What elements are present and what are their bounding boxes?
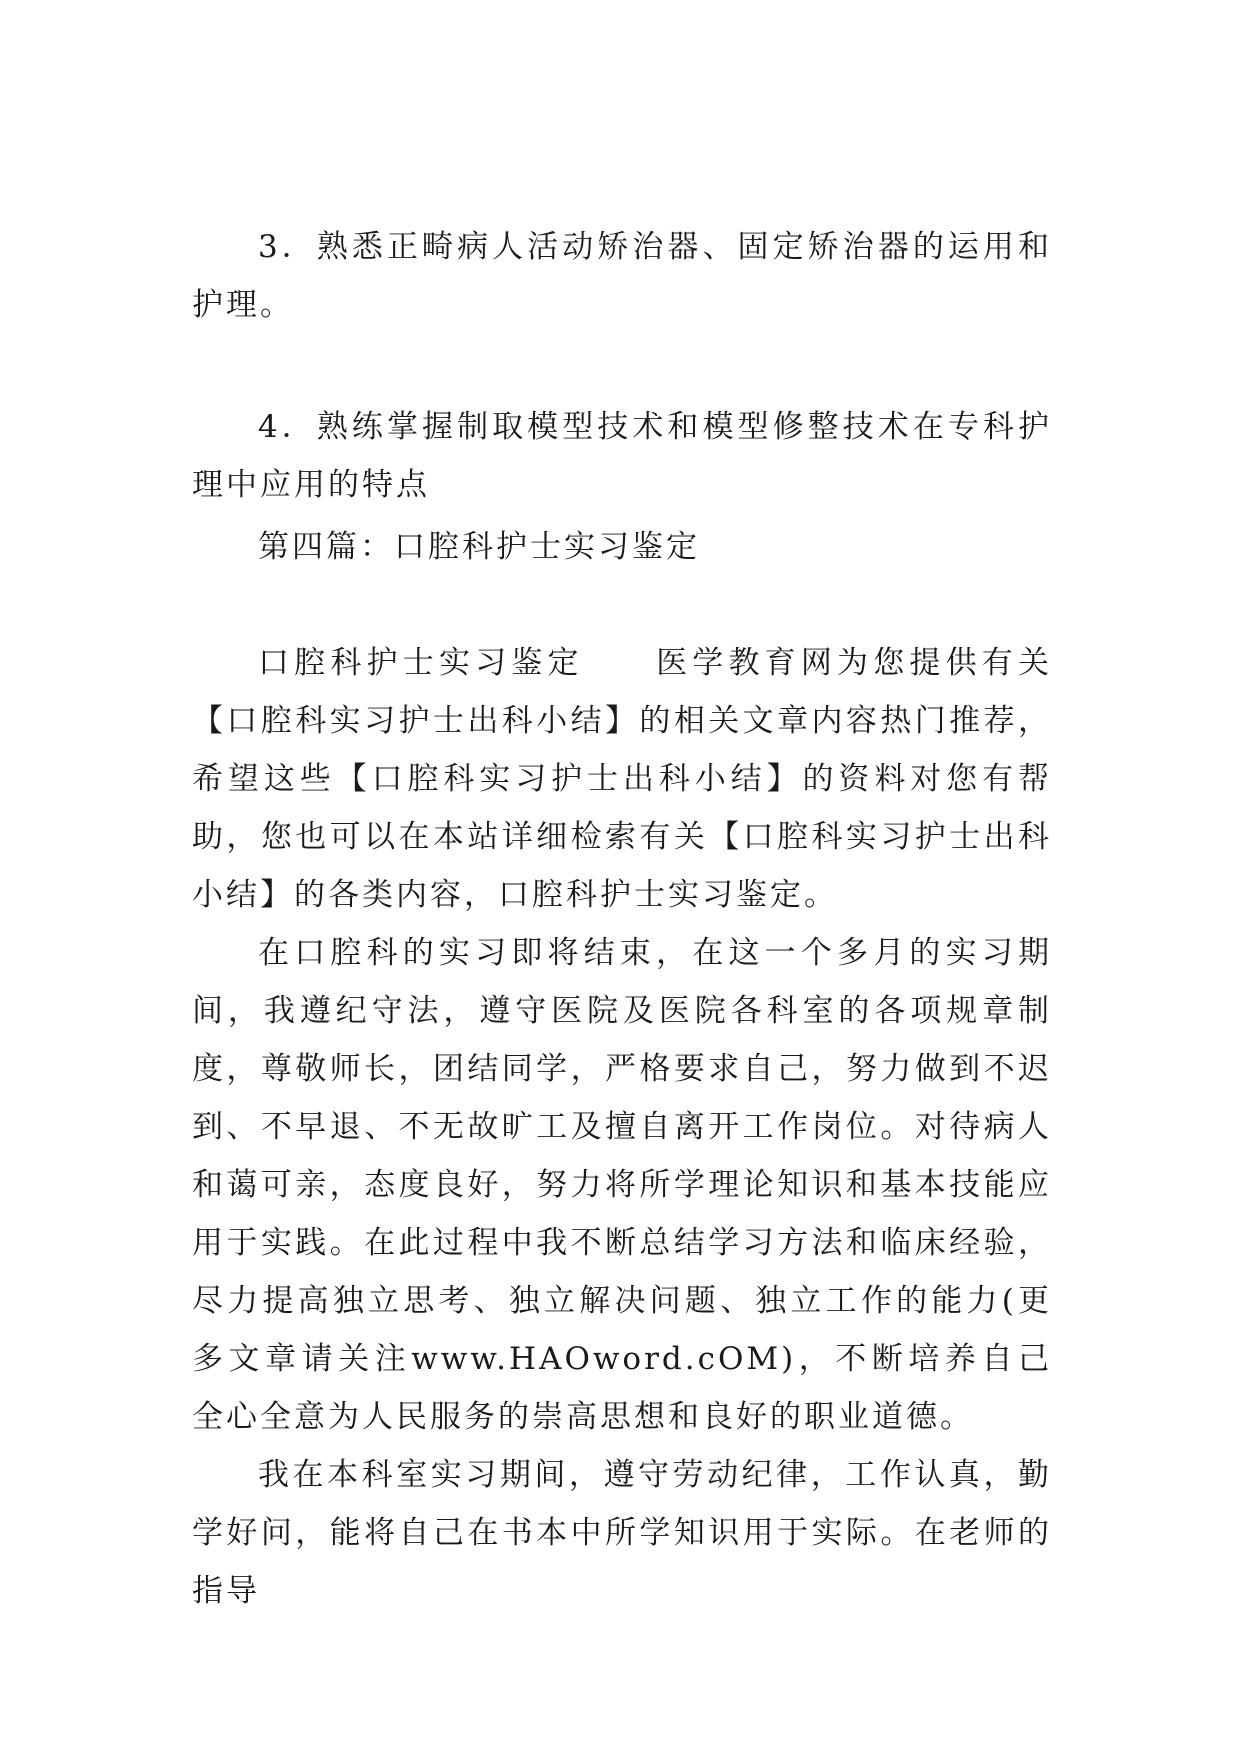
paragraph-department-work: 我在本科室实习期间，遵守劳动纪律，工作认真，勤学好问，能将自己在书本中所学知识用于实际。在老师的指导 [192, 1457, 1052, 1609]
paragraph-intro: 口腔科护士实习鉴定 医学教育网为您提供有关【口腔科实习护士出科小结】的相关文章内容热门推荐，希望这些【口腔科实习护士出科小结】的资料对您有帮助，您也可以在本站详细检索有关【口腔科实习护士出科小结】的各类内容，口腔科护士实习鉴定。 [192, 645, 1052, 913]
document-body [192, 218, 1052, 1620]
paragraph-item-4: 4．熟练掌握制取模型技术和模型修整技术在专科护理中应用的特点 [192, 409, 1052, 503]
paragraph-internship-summary: 在口腔科的实习即将结束，在这一个多月的实习期间，我遵纪守法，遵守医院及医院各科室的各项规章制度，尊敬师长，团结同学，严格要求自己，努力做到不迟到、不早退、不无故旷工及擅自离开工作岗位。对待病人和蔼可亲，态度良好，努力将所学理论知识和基本技能应用于实践。在此过程中我不断总结学习方法和临床经验，尽力提高独立思考、独立解决问题、独立工作的能力(更多文章请关注www.HAOword.cOM)，不断培养自己全心全意为人民服务的崇高思想和良好的职业道德。 [192, 935, 1052, 1435]
paragraph-item-3: 3．熟悉正畸病人活动矫治器、固定矫治器的运用和护理。 [192, 229, 1052, 323]
section-heading: 第四篇：口腔科护士实习鉴定 [258, 529, 700, 565]
